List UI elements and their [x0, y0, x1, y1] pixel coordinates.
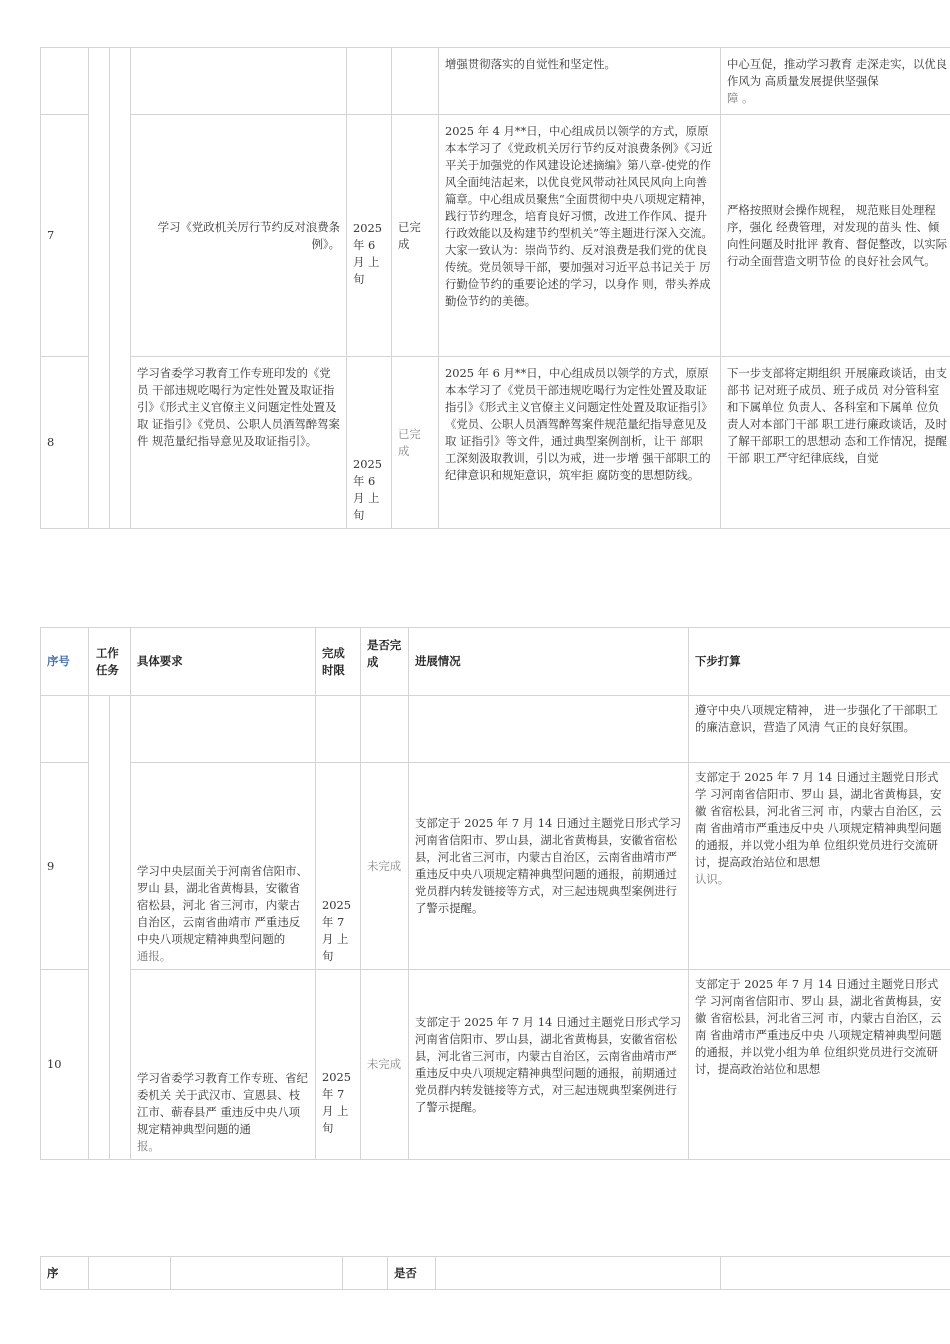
table-header-row [41, 1257, 950, 1290]
table-row [41, 970, 950, 1160]
deadline-cell: 2025 年 7 月 上旬 [316, 763, 361, 970]
task-cell [89, 48, 110, 529]
table-row [41, 115, 950, 357]
header-next: 下步打算 [689, 628, 950, 696]
progress-cell: 2025 年 6 月**日，中心组成员以领学的方式，原原本本学习了《党员干部违规吃喝行为定性处置及取证指引》《形式主义官僚主义问题定性处置及取证指引》《党员、公职人员酒驾醉驾案件规范量纪指导意见及取 证指引》等文件，通过典型案例剖析，让干 部职工深刻汲取教训，引以为戒，进一步增 强干部职工的纪律意识和规矩意识，筑牢拒 腐防变的思想防线。 [439, 357, 721, 529]
deadline-cell: 2025 年 7 月 上旬 [316, 970, 361, 1160]
progress-cell: 支部定于 2025 年 7 月 14 日通过主题党日形式学习河南省信阳市、罗山县，湖北省黄梅县，安徽省宿松县，河北省三河市，内蒙古自治区，云南省曲靖市严重违反中央八项规定精神典型问题的通报，前期通过党员群内转发链接等方式，对三起违规典型案例进行了警示提醒。 [409, 763, 689, 970]
task-table-page2 [40, 627, 950, 1160]
header-seq: 序 [41, 1257, 89, 1290]
requirement-text: 学习省委学习教育工作专班、省纪委机关 关于武汉市、宣恩县、枝江市、蕲春县严 重违反中央八项规定精神典型问题的通 [137, 1071, 308, 1136]
next-step-text: 中心互促，推动学习教育 走深走实，以优良作风为 高质量发展提供坚强保 [727, 57, 948, 88]
deadline-cell: 2025 年 6 月 上旬 [347, 115, 392, 357]
header-requirement [171, 1257, 343, 1290]
progress-cell: 支部定于 2025 年 7 月 14 日通过主题党日形式学习河南省信阳市、罗山县，湖北省黄梅县，安徽省宿松县，河北省三河市，内蒙古自治区，云南省曲靖市严重违反中央八项规定精神典型问题的通报，前期通过党员群内转发链接等方式，对三起违规典型案例进行了警示提醒。 [409, 970, 689, 1160]
progress-cell [439, 48, 721, 115]
seq-cell [41, 48, 89, 115]
next-step-cell: 下一步支部将定期组织 开展廉政谈话，由支部书 记对班子成员、班子成员 对分管科室和下属单位 负责人、各科室和下属单 位负责人对本部门干部 职工进行廉政谈话，及时 了解干部职工的思想动 态和工作情况，提醒干部 职工严守纪律底线，自觉 [721, 357, 950, 529]
next-step-cell: 支部定于 2025 年 7 月 14 日通过主题党日形式学 习河南省信阳市、罗山 县，湖北省黄梅县，安徽 省宿松县，河北省三河 市，内蒙古自治区，云南 省曲靖市严重违反中央 八项规定精神典型问题 的通报，并以党小组为单 位组织党员进行交流研 讨，提高政治站位和思想 [689, 970, 950, 1160]
header-deadline: 完成时限 [316, 628, 361, 696]
status-cell: 未完成 [361, 763, 409, 970]
header-task [89, 1257, 171, 1290]
task-cell [89, 696, 110, 1160]
deadline-cell [316, 696, 361, 763]
header-progress: 进展情况 [409, 628, 689, 696]
table-row [41, 48, 950, 115]
requirement-cell [131, 696, 316, 763]
task-sub-cell [110, 48, 131, 529]
next-step-cell [721, 48, 950, 115]
header-progress [436, 1257, 721, 1290]
progress-cell: 2025 年 4 月**日，中心组成员以领学的方式，原原本本学习了《党政机关厉行节约反对浪费条例》《习近平关于加强党的作风建设论述摘编》第八章-使党的作风全面纯洁起来，以优良党风带动社风民风向上向善篇章。中心组成员聚焦“全面贯彻中央八项规定精神，践行节约理念，培育良好习惯，改进工作作风、提升行政效能以及构建节约型机关”等主题进行深入交流。大家一致认为：崇尚节约、反对浪费是我们党的优良传统。党员领导干部，要加强对习近平总书记关于 厉行勤俭节约的重要论述的学习，以身作 则，带头养成勤俭节约的美德。 [439, 115, 721, 357]
status-cell [392, 48, 439, 115]
requirement-text-tail: 通报。 [137, 949, 172, 963]
next-step-cell [689, 763, 950, 970]
requirement-cell [131, 970, 316, 1160]
header-done: 是否 [388, 1257, 436, 1290]
table-row [41, 357, 950, 529]
header-next [721, 1257, 950, 1290]
table-row [41, 763, 950, 970]
requirement-text-tail: 报。 [137, 1139, 160, 1153]
task-sub-cell [110, 696, 131, 1160]
seq-cell [41, 696, 89, 763]
requirement-text: 学习中央层面关于河南省信阳市、罗山 县，湖北省黄梅县，安徽省宿松县，河北 省三河市，内蒙古自治区，云南省曲靖市 严重违反中央八项规定精神典型问题的 [137, 864, 308, 946]
seq-cell: 7 [41, 115, 89, 357]
table-header-row [41, 628, 950, 696]
next-step-cell: 遵守中央八项规定精神， 进一步强化了干部职工 的廉洁意识，营造了风清 气正的良好氛围。 [689, 696, 950, 763]
deadline-cell: 2025 年 6 月 上旬 [347, 357, 392, 529]
status-cell: 未完成 [361, 970, 409, 1160]
header-deadline [343, 1257, 388, 1290]
header-seq: 序号 [41, 628, 89, 696]
status-cell: 已完成 [392, 115, 439, 357]
seq-cell: 10 [41, 970, 89, 1160]
requirement-cell: 学习省委学习教育工作专班印发的《党员 干部违规吃喝行为定性处置及取证指引》《形式主义官僚主义问题定性处置及取 证指引》《党员、公职人员酒驾醉驾案件 规范量纪指导意见及取证指引》。 [131, 357, 347, 529]
task-table-page3 [40, 1256, 950, 1290]
deadline-cell [347, 48, 392, 115]
progress-cell [409, 696, 689, 763]
next-step-text-tail: 障 。 [727, 91, 754, 105]
task-table-continued [40, 47, 950, 529]
requirement-cell [131, 48, 347, 115]
status-cell: 已完成 [392, 357, 439, 529]
header-task: 工作任务 [89, 628, 131, 696]
seq-cell: 9 [41, 763, 89, 970]
header-done: 是否完成 [361, 628, 409, 696]
table-row [41, 696, 950, 763]
next-step-text-tail: 认识。 [695, 872, 730, 886]
next-step-cell: 严格按照财会操作规程， 规范账目处理程序，强化 经费管理，对发现的苗头 性、倾向性问题及时批评 教育、督促整改，以实际 行动全面营造文明节俭 的良好社会风气。 [721, 115, 950, 357]
status-cell [361, 696, 409, 763]
progress-text: 增强贯彻落实的自觉性和坚定性。 [445, 57, 616, 71]
requirement-cell [131, 763, 316, 970]
seq-cell: 8 [41, 357, 89, 529]
header-requirement: 具体要求 [131, 628, 316, 696]
requirement-cell: 学习《党政机关厉行节约反对浪费条例》。 [131, 115, 347, 357]
next-step-text: 支部定于 2025 年 7 月 14 日通过主题党日形式学 习河南省信阳市、罗山 县，湖北省黄梅县，安徽 省宿松县，河北省三河 市，内蒙古自治区，云南 省曲靖市严重违反中央 八项规定精神典型问题 的通报，并以党小组为单 位组织党员进行交流研 讨，提高政治站位和思想 [695, 770, 942, 869]
